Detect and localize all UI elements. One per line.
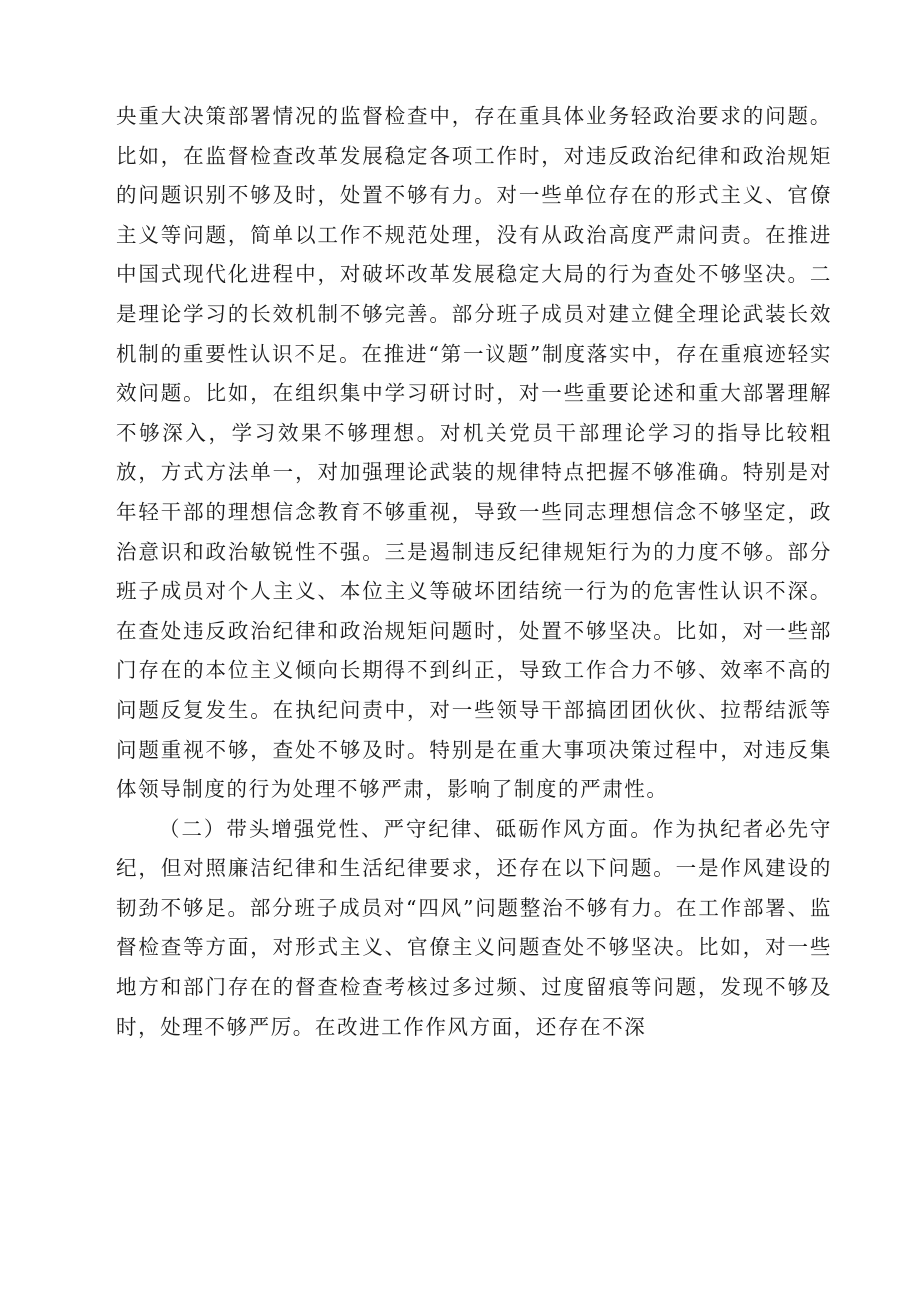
body-text — [116, 97, 832, 1047]
paragraph-continuation: 央重大决策部署情况的监督检查中，存在重具体业务轻政治要求的问题。比如，在监督检查改革发展稳定各项工作时，对违反政治纪律和政治规矩的问题识别不够及时，处置不够有力。对一些单位存在的形式主义、官僚主义等问题，简单以工作不规范处理，没有从政治高度严肃问责。在推进中国式现代化进程中，对破坏改革发展稳定大局的行为查处不够坚决。二是理论学习的长效机制不够完善。部分班子成员对建立健全理论武装长效机制的重要性认识不足。在推进“第一议题”制度落实中，存在重痕迹轻实效问题。比如，在组织集中学习研讨时，对一些重要论述和重大部署理解不够深入，学习效果不够理想。对机关党员干部理论学习的指导比较粗放，方式方法单一，对加强理论武装的规律特点把握不够准确。特别是对年轻干部的理想信念教育不够重视，导致一些同志理想信念不够坚定，政治意识和政治敏锐性不强。三是遏制违反纪律规矩行为的力度不够。部分班子成员对个人主义、本位主义等破坏团结统一行为的危害性认识不深。在查处违反政治纪律和政治规矩问题时，处置不够坚决。比如，对一些部门存在的本位主义倾向长期得不到纠正，导致工作合力不够、效率不高的问题反复发生。在执纪问责中，对一些领导干部搞团团伙伙、拉帮结派等问题重视不够，查处不够及时。特别是在重大事项决策过程中，对违反集体领导制度的行为处理不够严肃，影响了制度的严肃性。 — [116, 104, 832, 802]
paragraph-section-two: （二）带头增强党性、严守纪律、砥砺作风方面。作为执纪者必先守纪，但对照廉洁纪律和生活纪律要求，还存在以下问题。一是作风建设的韧劲不够足。部分班子成员对“四风”问题整治不够有力。在工作部署、监督检查等方面，对形式主义、官僚主义问题查处不够坚决。比如，对一些地方和部门存在的督查检查考核过多过频、过度留痕等问题，发现不够及时，处理不够严厉。在改进工作作风方面，还存在不深 — [116, 816, 832, 1039]
